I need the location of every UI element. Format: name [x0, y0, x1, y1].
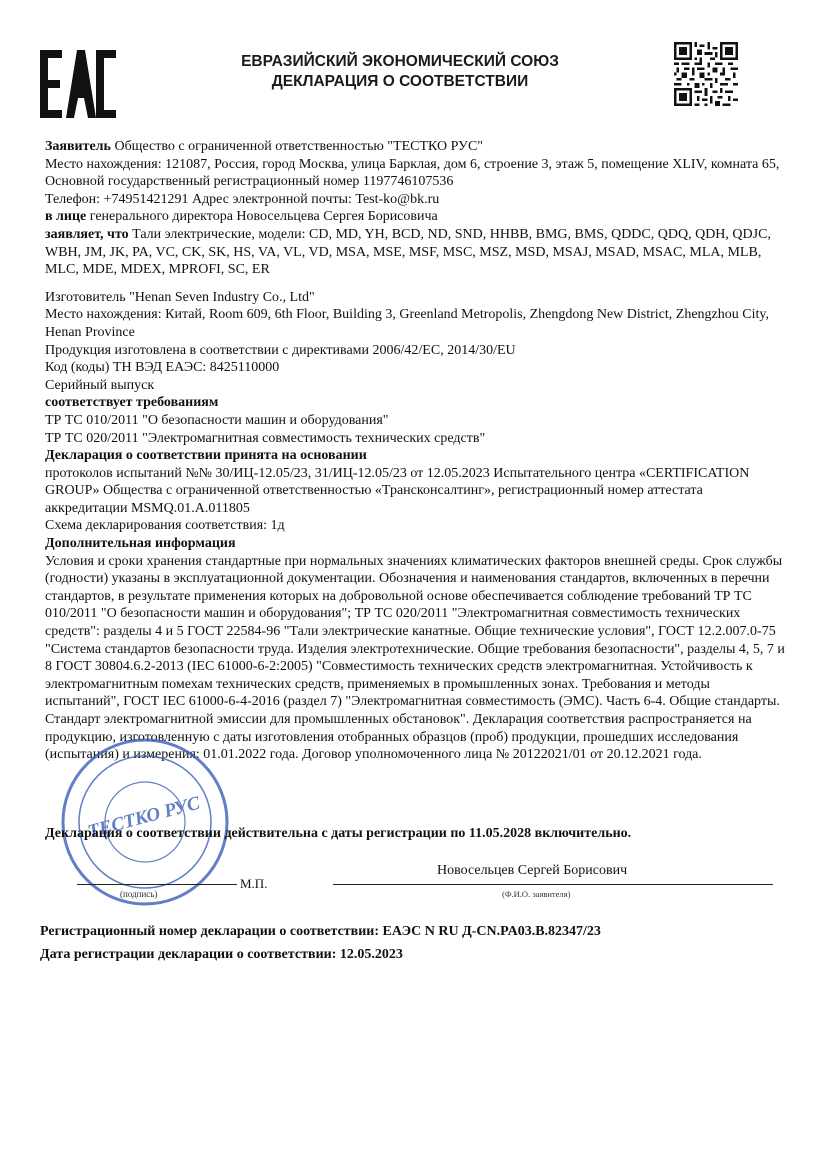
applicant-person-label: в лице [45, 209, 87, 225]
declares-line [45, 226, 785, 279]
declaration-scheme: Схема декларирования соответствия: 1д [45, 518, 285, 534]
applicant-line [45, 138, 785, 156]
applicant-label: Заявитель [45, 139, 111, 154]
applicant-name: Общество с ограниченной ответственностью "ТЕСТКО РУС" [110, 139, 484, 154]
name-line [333, 884, 773, 885]
requirement-item: ТР ТС 020/2011 "Электромагнитная совместимость технических средств" [45, 430, 486, 446]
header-declaration-title: ДЕКЛАРАЦИЯ О СООТВЕТСТВИИ [271, 73, 529, 90]
manufacturer-directives: Продукция изготовлена в соответствии с директивами 2006/42/EC, 2014/30/EU [45, 342, 516, 358]
applicant-contacts: Телефон: +74951421291 Адрес электронной почты: Test-ko@bk.ru [45, 191, 440, 207]
document-header [150, 52, 650, 92]
applicant-person: генерального директора Новосельцева Сергея Борисовича [86, 209, 438, 225]
basis-heading: Декларация о соответствии принята на основании [45, 448, 367, 464]
applicant-address: Место нахождения: 121087, Россия, город Москва, улица Барклая, дом 6, строение 3, этаж 5, помещение XLIV, комната 65, Основной государственный регистрационный номер 1197746107536 [45, 156, 780, 190]
registration-date: Дата регистрации декларации о соответствии: 12.05.2023 [40, 947, 403, 962]
manufacturer-name: Изготовитель "Henan Seven Industry Co., Ltd" [45, 289, 315, 305]
company-stamp [58, 735, 232, 909]
declaration-body [45, 138, 785, 764]
name-line-label: (Ф.И.О. заявителя) [502, 889, 571, 899]
registration-number: Регистрационный номер декларации о соответствии: ЕАЭС N RU Д-CN.PA03.B.82347/23 [40, 924, 601, 939]
requirement-item: ТР ТС 010/2011 "О безопасности машин и оборудования" [45, 412, 389, 428]
stamp-company-name: ТЕСТКО РУС [85, 792, 203, 843]
requirements-heading: соответствует требованиям [45, 395, 219, 411]
header-union-title: ЕВРАЗИЙСКИЙ ЭКОНОМИЧЕСКИЙ СОЮЗ [241, 53, 559, 70]
eac-logo [40, 50, 116, 118]
serial-production: Серийный выпуск [45, 377, 155, 393]
additional-info-heading: Дополнительная информация [45, 536, 236, 552]
declares-label: заявляет, что [45, 226, 129, 242]
signatory-name: Новосельцев Сергей Борисович [437, 863, 628, 878]
validity-statement: Декларация о соответствии действительна с даты регистрации по 11.05.2028 включительно. [45, 826, 632, 841]
qr-code-icon [674, 42, 738, 106]
signature-line [77, 884, 237, 885]
seal-place-label: М.П. [240, 876, 268, 891]
product-description: Тали электрические, модели: CD, MD, YH, BCD, ND, SND, HHBB, BMG, BMS, QDDC, QDQ, QDH, QDJC, WBH, JM, JK, PA, VC, CK, SK, HS, VA, VL, VD, MSA, MSE, MSF, MSC, MSZ, MSD, MSAJ, MSAD, MSAC, MLA, MLB, MLC, MDE, MDEX, MPROFI, SC, ER [45, 226, 771, 278]
applicant-person-line [45, 208, 785, 226]
additional-info-text: Условия и сроки хранения стандартные при нормальных значениях климатических факторов внешней среды. Срок службы (годности) указаны в эксплуатационной документации. Обозначения и наименования стандартов, включенных в перечни стандартов, в результате применения которых на добровольной основе обеспечивается соблюдение требований ТР ТС 010/2011 "О безопасности машин и оборудования"; ТР ТС 020/2011 "Электромагнитная совместимость технических средств": разделы 4 и 5 ГОСТ 22584-96 "Тали электрические канатные. Общие технические условия", ГОСТ 12.2.007.0-75 "Система стандартов безопасности труда. Изделия электротехнические. Общие требования безопасности", разделы 4, 5, 7 и 8 ГОСТ 30804.6.2-2013 (IEC 61000-6-2:2005) "Совместимость технических средств электромагнитная. Устойчивость к электромагнитным помехам технических средств, применяемых в промышленных зонах. Требования и методы испытаний", ГОСТ IEC 61000-6-4-2016 (раздел 7) "Электромагнитная совместимость (ЭМС). Часть 6-4. Общие стандарты. Стандарт электромагнитной эмиссии для промышленных обстановок". Декларация соответствия распространяется на продукцию, изготовленную с даты изготовления отобранных образцов (проб) продукции, прошедших исследования (испытания) и измерения: 01.01.2022 года. Договор уполномоченного лица № 20122021/01 от 20.12.2021 года. [45, 553, 785, 763]
manufacturer-address: Место нахождения: Китай, Room 609, 6th Floor, Building 3, Greenland Metropolis, Zhengdong New District, Zhengzhou City, Henan Province [45, 307, 769, 340]
tn-ved-code: Код (коды) ТН ВЭД ЕАЭС: 8425110000 [45, 360, 280, 376]
basis-text: протоколов испытаний №№ 30/ИЦ-12.05/23, 31/ИЦ-12.05/23 от 12.05.2023 Испытательного центра «CERTIFICATION GROUP» Общества с ограниченной ответственностью «Трансконсалтинг», регистрационный номер аттестата аккредитации MSMQ.01.A.011805 [45, 465, 750, 516]
signature-label: (подпись) [120, 889, 158, 899]
